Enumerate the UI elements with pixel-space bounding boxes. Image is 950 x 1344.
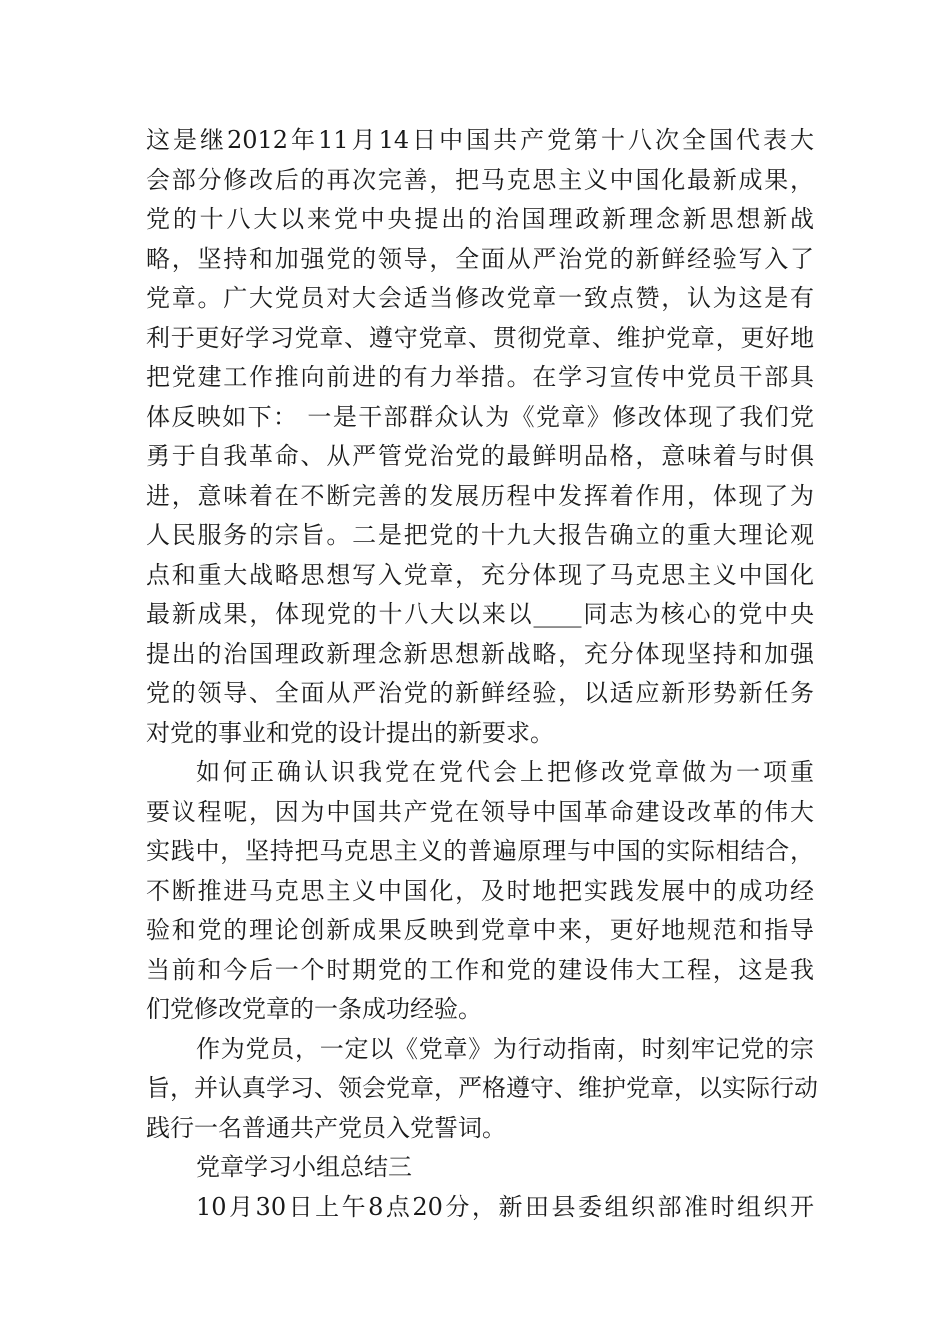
- text-line: 实践中，坚持把马克思主义的普遍原理与中国的实际相结合，: [146, 837, 814, 865]
- text-line: 如何正确认识我党在党代会上把修改党章做为一项重: [196, 758, 814, 786]
- text-line: 验和党的理论创新成果反映到党章中来，更好地规范和指导: [146, 916, 814, 944]
- text-line: 10月30日上午8点20分，新田县委组织部准时组织开: [196, 1192, 814, 1221]
- text-line: 利于更好学习党章、遵守党章、贯彻党章、维护党章，更好地: [146, 323, 814, 352]
- text-line: 党章。广大党员对大会适当修改党章一致点赞，认为这是有: [146, 284, 814, 312]
- text-line: 党的十八大以来党中央提出的治国理政新理念新思想新战: [146, 205, 814, 233]
- text-line: 提出的治国理政新理念新思想新战略，充分体现坚持和加强: [146, 639, 814, 668]
- text-line: 对党的事业和党的设计提出的新要求。: [146, 718, 554, 747]
- text-line: 这是继2012年11月14日中国共产党第十八次全国代表大: [146, 126, 814, 154]
- text-line: 当前和今后一个时期党的工作和党的建设伟大工程，这是我: [146, 955, 814, 984]
- text-line: 人民服务的宗旨。二是把党的十九大报告确立的重大理论观: [146, 521, 814, 549]
- text-line: 把党建工作推向前进的有力举措。在学习宣传中党员干部具: [146, 363, 814, 391]
- text-line: 进，意味着在不断完善的发展历程中发挥着作用，体现了为: [146, 481, 814, 510]
- text-line: 点和重大战略思想写入党章，充分体现了马克思主义中国化: [146, 560, 814, 589]
- text-line: 要议程呢，因为中国共产党在领导中国革命建设改革的伟大: [146, 797, 814, 826]
- text-line: 最新成果，体现党的十八大以来以____同志为核心的党中央: [146, 600, 814, 628]
- text-line: 会部分修改后的再次完善，把马克思主义中国化最新成果，: [146, 165, 814, 194]
- text-line: 作为党员，一定以《党章》为行动指南，时刻牢记党的宗: [196, 1034, 814, 1063]
- text-line: 体反映如下： 一是干部群众认为《党章》修改体现了我们党: [146, 402, 814, 431]
- text-line: 践行一名普通共产党员入党誓词。: [146, 1113, 506, 1142]
- text-line: 勇于自我革命、从严管党治党的最鲜明品格，意味着与时俱: [146, 442, 814, 470]
- document-body: [146, 121, 818, 1227]
- text-line: 略，坚持和加强党的领导，全面从严治党的新鲜经验写入了: [146, 244, 814, 273]
- section-heading: 党章学习小组总结三: [196, 1153, 412, 1181]
- text-line: 党的领导、全面从严治党的新鲜经验，以适应新形势新任务: [146, 679, 814, 707]
- text-line: 们党修改党章的一条成功经验。: [146, 995, 482, 1023]
- text-line: 不断推进马克思主义中国化，及时地把实践发展中的成功经: [146, 876, 814, 905]
- text-line: 旨，并认真学习、领会党章，严格遵守、维护党章，以实际行动: [146, 1074, 818, 1102]
